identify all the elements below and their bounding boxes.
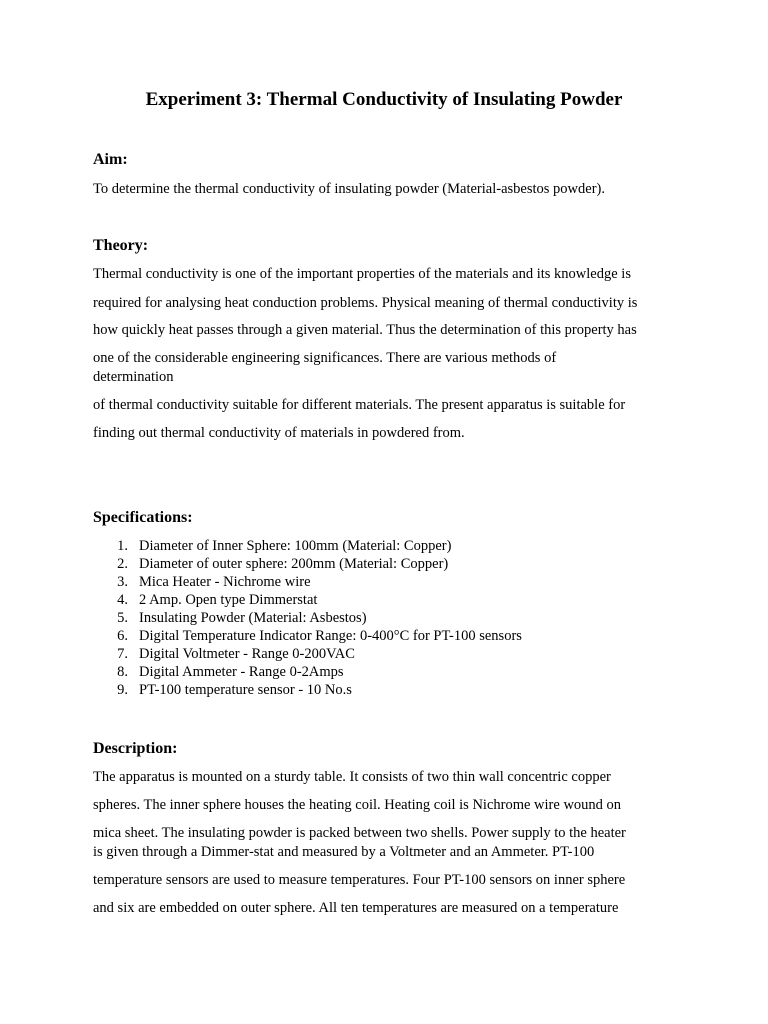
description-heading: Description: (93, 740, 178, 757)
list-item-number: 8. (117, 664, 128, 680)
description-line: mica sheet. The insulating powder is packed between two shells. Power supply to the heater (93, 825, 626, 841)
list-item (0, 627, 768, 645)
list-item-text: Mica Heater - Nichrome wire (139, 574, 311, 590)
list-item-number: 9. (117, 682, 128, 698)
list-item-text: Digital Temperature Indicator Range: 0-400°C for PT-100 sensors (139, 628, 522, 644)
specifications-heading: Specifications: (93, 509, 193, 526)
theory-heading: Theory: (93, 237, 149, 254)
list-item-text: PT-100 temperature sensor - 10 No.s (139, 682, 352, 698)
list-item-text: Diameter of Inner Sphere: 100mm (Material: Copper) (139, 538, 452, 554)
list-item-text: Diameter of outer sphere: 200mm (Material: Copper) (139, 556, 449, 572)
list-item (0, 555, 768, 573)
aim-heading: Aim: (93, 151, 128, 168)
list-item (0, 645, 768, 663)
list-item-number: 5. (117, 610, 128, 626)
aim-text: To determine the thermal conductivity of insulating powder (Material-asbestos powder). (93, 181, 605, 197)
theory-line: Thermal conductivity is one of the important properties of the materials and its knowledge is (93, 266, 631, 282)
specifications-list (0, 537, 768, 699)
list-item-number: 2. (117, 556, 128, 572)
theory-line: how quickly heat passes through a given material. Thus the determination of this property has (93, 322, 637, 338)
list-item-number: 1. (117, 538, 128, 554)
list-item (0, 663, 768, 681)
list-item (0, 537, 768, 555)
list-item-number: 3. (117, 574, 128, 590)
list-item (0, 681, 768, 699)
list-item (0, 591, 768, 609)
list-item-text: Digital Ammeter - Range 0-2Amps (139, 664, 344, 680)
list-item-number: 4. (117, 592, 128, 608)
theory-line: determination (93, 369, 174, 385)
theory-line: required for analysing heat conduction problems. Physical meaning of thermal conductivity is (93, 295, 638, 311)
list-item (0, 609, 768, 627)
theory-line: finding out thermal conductivity of materials in powdered from. (93, 425, 465, 441)
description-line: temperature sensors are used to measure temperatures. Four PT-100 sensors on inner sphere (93, 872, 626, 888)
description-line: spheres. The inner sphere houses the heating coil. Heating coil is Nichrome wire wound on (93, 797, 622, 813)
description-line: and six are embedded on outer sphere. All ten temperatures are measured on a temperature (93, 900, 619, 916)
description-line: The apparatus is mounted on a sturdy table. It consists of two thin wall concentric copper (93, 769, 611, 785)
theory-line: one of the considerable engineering significances. There are various methods of (93, 350, 557, 366)
theory-line: of thermal conductivity suitable for different materials. The present apparatus is suitable for (93, 397, 626, 413)
list-item (0, 573, 768, 591)
list-item-text: Insulating Powder (Material: Asbestos) (139, 610, 367, 626)
list-item-text: Digital Voltmeter - Range 0-200VAC (139, 646, 355, 662)
list-item-text: 2 Amp. Open type Dimmerstat (139, 592, 318, 608)
list-item-number: 7. (117, 646, 128, 662)
description-line: is given through a Dimmer-stat and measured by a Voltmeter and an Ammeter. PT-100 (93, 844, 595, 860)
document-title: Experiment 3: Thermal Conductivity of Insulating Powder (145, 89, 623, 110)
list-item-number: 6. (117, 628, 128, 644)
